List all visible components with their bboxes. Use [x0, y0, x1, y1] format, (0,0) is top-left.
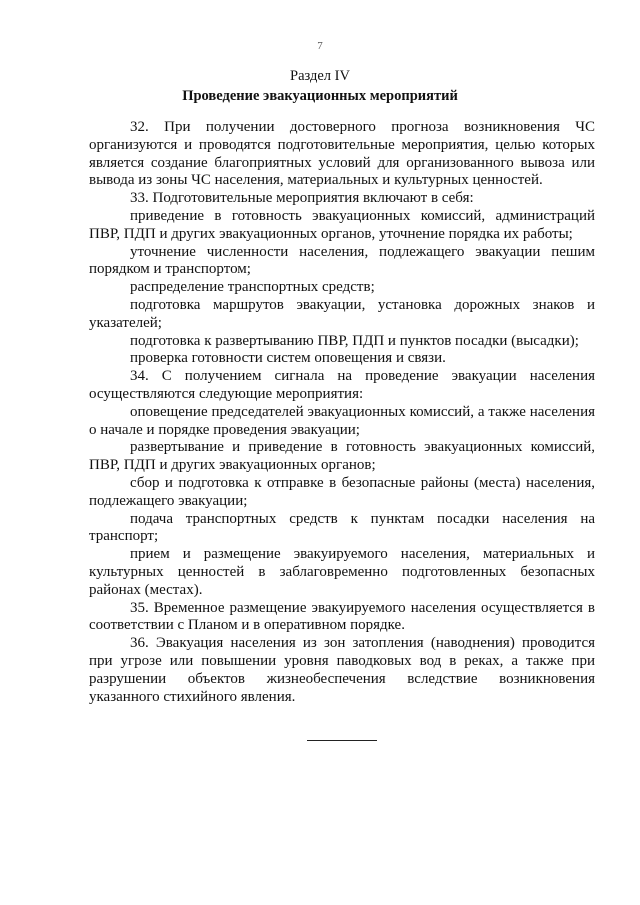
paragraph-32: 32. При получении достоверного прогноза возникновения ЧС организуются и проводятся подготовительные мероприятия, целью которых является создание благоприятных условий для организованного вывоза или вывода из зоны ЧС населения, материальных и культурных ценностей.: [89, 119, 595, 189]
section-title: Проведение эвакуационных мероприятий: [182, 88, 458, 104]
page-number: 7: [317, 40, 323, 52]
list-item: прием и размещение эвакуируемого населения, материальных и культурных ценностей в заблаговременно подготовленных безопасных районах (местах).: [89, 546, 595, 598]
paragraph-35: 35. Временное размещение эвакуируемого населения осуществляется в соответствии с Планом и в оперативном порядке.: [89, 599, 595, 634]
paragraph-34: 34. С получением сигнала на проведение эвакуации населения осуществляются следующие мероприятия:: [89, 368, 595, 402]
list-item: оповещение председателей эвакуационных комиссий, а также населения о начале и порядке проведения эвакуации;: [89, 403, 595, 438]
section-label: Раздел IV: [290, 68, 350, 84]
list-item: подача транспортных средств к пунктам посадки населения на транспорт;: [89, 510, 595, 545]
paragraph-33: 33. Подготовительные мероприятия включают в себя:: [130, 190, 474, 207]
list-item: подготовка к развертыванию ПВР, ПДП и пунктов посадки (высадки);: [130, 332, 579, 349]
list-item: приведение в готовность эвакуационных комиссий, администраций ПВР, ПДП и других эвакуационных органов, уточнение порядка их работы;: [89, 207, 595, 242]
paragraph-36: 36. Эвакуация населения из зон затопления (наводнения) проводится при угрозе или повышении уровня паводковых вод в реках, а также при разрушении объектов жизнеобеспечения вследствие возникновения указанного стихийного явления.: [89, 635, 595, 705]
list-item: проверка готовности систем оповещения и связи.: [130, 350, 446, 367]
list-item: развертывание и приведение в готовность эвакуационных комиссий, ПВР, ПДП и других эвакуационных органов;: [89, 439, 595, 474]
list-item: распределение транспортных средств;: [130, 279, 375, 296]
list-item: уточнение численности населения, подлежащего эвакуации пешим порядком и транспортом;: [89, 243, 595, 278]
end-divider: [307, 740, 377, 741]
list-item: сбор и подготовка к отправке в безопасные районы (места) населения, подлежащего эвакуации;: [89, 474, 595, 509]
document-body: [89, 119, 595, 706]
list-item: подготовка маршрутов эвакуации, установка дорожных знаков и указателей;: [89, 296, 595, 331]
